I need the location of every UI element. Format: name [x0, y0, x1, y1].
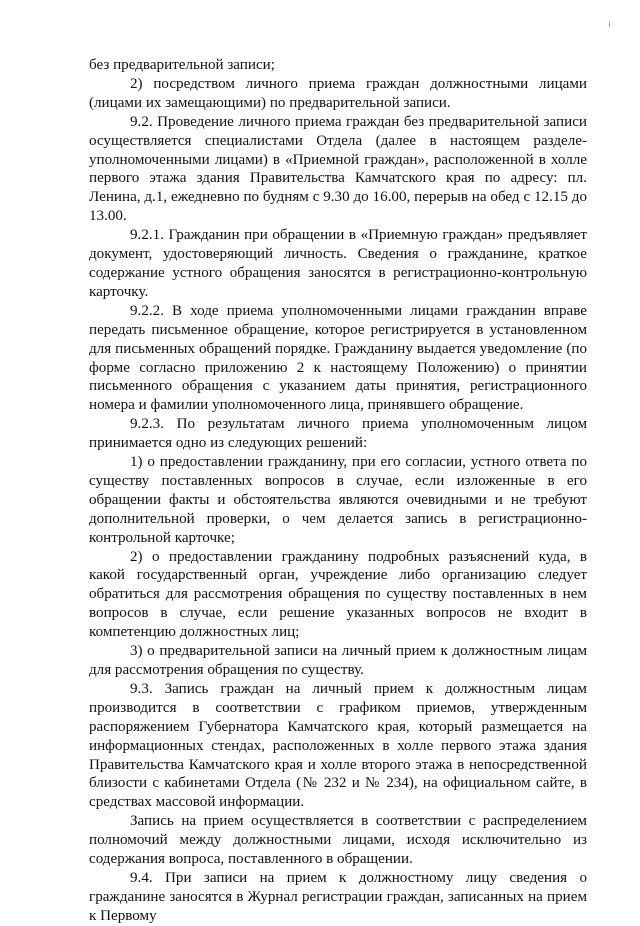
paragraph-item-2: 2) посредством личного приема граждан должностными лицами (лицами их замещающими) по предварительной записи. [89, 75, 587, 111]
paragraph-continuation: без предварительной записи; [89, 57, 275, 73]
scan-artifact-mark [609, 22, 610, 27]
paragraph-decision-3: 3) о предварительной записи на личный прием к должностным лицам для рассмотрения обращения по существу. [89, 643, 587, 678]
paragraph-appointment-note: Запись на прием осуществляется в соответствии с распределением полномочий между должностными лицами, исходя исключительно из содержания вопроса, поставленного в обращении. [89, 813, 587, 868]
paragraph-9-2-2: 9.2.2. В ходе приема уполномоченными лицами гражданин вправе передать письменное обращение, которое регистрируется в установленном для письменных обращений порядке. Гражданину выдается уведомление (по форме согласно приложению 2 к настоящему Положению) о принятии письменного обращения с указанием даты принятия, регистрационного номера и фамилии уполномоченного лица, принявшего обращение. [89, 302, 587, 414]
document-body [89, 56, 587, 926]
paragraph-9-2: 9.2. Проведение личного приема граждан без предварительной записи осуществляется специалистами Отдела (далее в настоящем разделе-уполномоченными лицами) в «Приемной граждан», расположенной в холле первого этажа здания Правительства Камчатского края по адресу: пл. Ленина, д.1, ежедневно по будням с 9.30 до 16.00, перерыв на обед с 12.15 до 13.00. [89, 113, 587, 225]
paragraph-9-2-1: 9.2.1. Гражданин при обращении в «Приемную граждан» предъявляет документ, удостоверяющий личность. Сведения о гражданине, краткое содержание устного обращения заносятся в регистрационно-контрольную карточку. [89, 227, 587, 300]
paragraph-9-2-3: 9.2.3. По результатам личного приема уполномоченным лицом принимается одно из следующих решений: [89, 416, 587, 452]
paragraph-9-4: 9.4. При записи на прием к должностному лицу сведения о гражданине заносятся в Журнал регистрации граждан, записанных на прием к Первому [89, 869, 587, 924]
paragraph-9-3: 9.3. Запись граждан на личный прием к должностным лицам производится в соответствии с графиком приемов, утвержденным распоряжением Губернатора Камчатского края, который размещается на информационных стендах, расположенных в холле первого этажа здания Правительства Камчатского края и холле второго этажа в непосредственной близости с кабинетами Отдела (№ 232 и № 234), на официальном сайте, в средствах массовой информации. [89, 680, 587, 811]
paragraph-decision-2: 2) о предоставлении гражданину подробных разъяснений куда, в какой государственный орган, учреждение либо организацию следует обратиться для рассмотрения обращения по существу поставленных в нем вопросов в случае, если решение указанных вопросов не входит в компетенцию должностных лиц; [89, 548, 587, 641]
paragraph-decision-1: 1) о предоставлении гражданину, при его согласии, устного ответа по существу поставленных вопросов в случае, если изложенные в его обращении факты и обстоятельства являются очевидными и не требуют дополнительной проверки, о чем делается запись в регистрационно-контрольной карточке; [89, 454, 587, 546]
